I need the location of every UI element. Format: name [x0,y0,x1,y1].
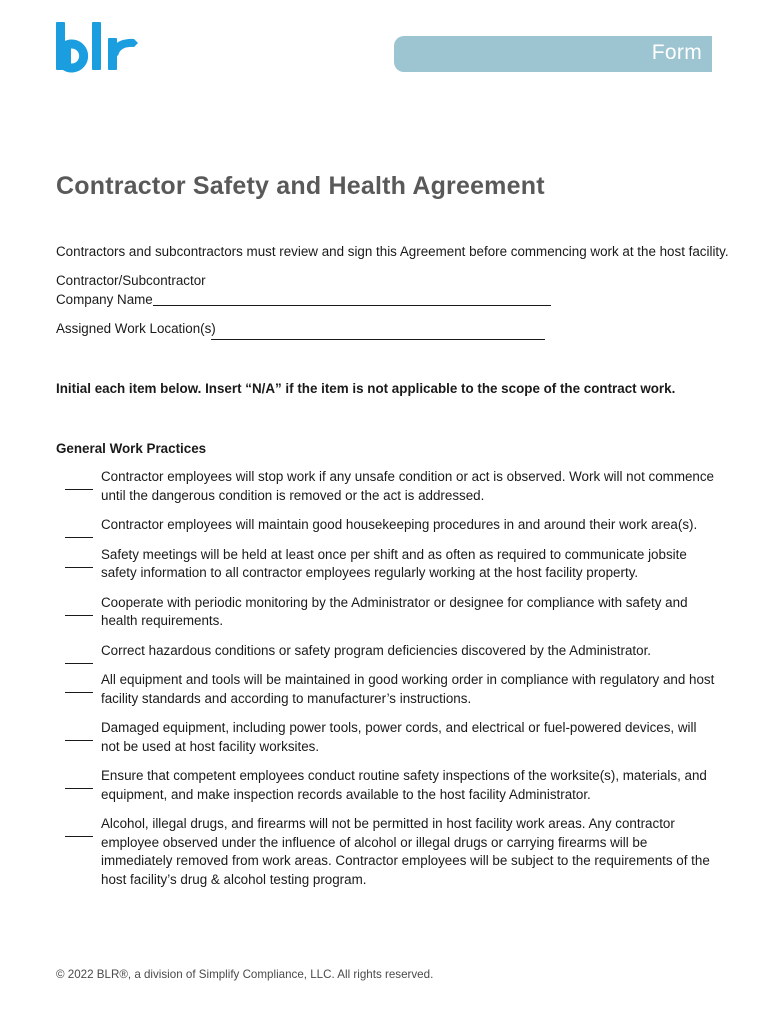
form-type-banner [394,36,712,72]
banner-label: Form [651,41,702,64]
company-name-line[interactable] [153,305,551,306]
initial-blank[interactable] [65,567,93,568]
item-text: Cooperate with periodic monitoring by the Administrator or designee for compliance with safety and health requirements. [101,594,688,628]
item-text: All equipment and tools will be maintained in good working order in compliance with regulatory and host facility standards and according to manufacturer’s instructions. [101,672,715,706]
initial-blank[interactable] [65,740,93,741]
instruction-text: Initial each item below. Insert “N/A” if the item is not applicable to the scope of the contract work. [56,381,676,396]
checklist-item [56,468,716,505]
checklist-item [56,719,716,756]
item-text: Safety meetings will be held at least once per shift and as often as required to communicate jobsite safety information to all contractor employees regularly working at the host facility property. [101,546,687,580]
section-heading: General Work Practices [56,441,207,456]
initial-blank[interactable] [65,489,93,490]
checklist [56,468,716,900]
item-text: Contractor employees will maintain good housekeeping procedures in and around their work area(s). [101,517,698,532]
item-text: Ensure that competent employees conduct routine safety inspections of the worksite(s), materials, and equipment, and make inspection records available to the host facility Administrator. [101,768,707,802]
company-label-line2: Company Name [56,291,153,307]
item-text: Correct hazardous conditions or safety program deficiencies discovered by the Administrator. [101,642,652,658]
initial-blank[interactable] [65,615,93,616]
checklist-item [56,516,716,535]
document-title: Contractor Safety and Health Agreement [56,172,545,200]
checklist-item [56,767,716,804]
blr-logo [56,22,138,74]
copyright-footer: © 2022 BLR®, a division of Simplify Compliance, LLC. All rights reserved. [56,968,434,981]
checklist-item [56,815,716,889]
initial-blank[interactable] [65,788,93,789]
checklist-item [56,671,716,708]
work-location-line[interactable] [211,339,545,340]
item-text: Alcohol, illegal drugs, and firearms will not be permitted in host facility work areas. Any contractor employee observed under the influence of alcohol or illegal drugs or carrying firearms will be immediately removed from work areas. Contractor employees will be subject to the requirements of the host facility’s drug & alcohol testing program. [101,816,710,887]
location-label: Assigned Work Location(s) [56,321,216,336]
checklist-item [56,546,716,583]
initial-blank[interactable] [65,836,93,837]
company-name-field [56,272,206,309]
intro-text: Contractors and subcontractors must review and sign this Agreement before commencing work at the host facility. [56,244,729,259]
work-location-field [56,320,216,339]
initial-blank[interactable] [65,663,93,664]
item-text: Damaged equipment, including power tools, power cords, and electrical or fuel-powered devices, will not be used at host facility worksites. [101,720,697,754]
item-text: Contractor employees will stop work if any unsafe condition or act is observed. Work will not commence until the dangerous condition is removed or the act is addressed. [101,469,715,503]
initial-blank[interactable] [65,692,93,693]
checklist-item [56,594,716,631]
initial-blank[interactable] [65,537,93,538]
checklist-item [56,642,716,661]
company-label-line1: Contractor/Subcontractor [56,273,206,288]
